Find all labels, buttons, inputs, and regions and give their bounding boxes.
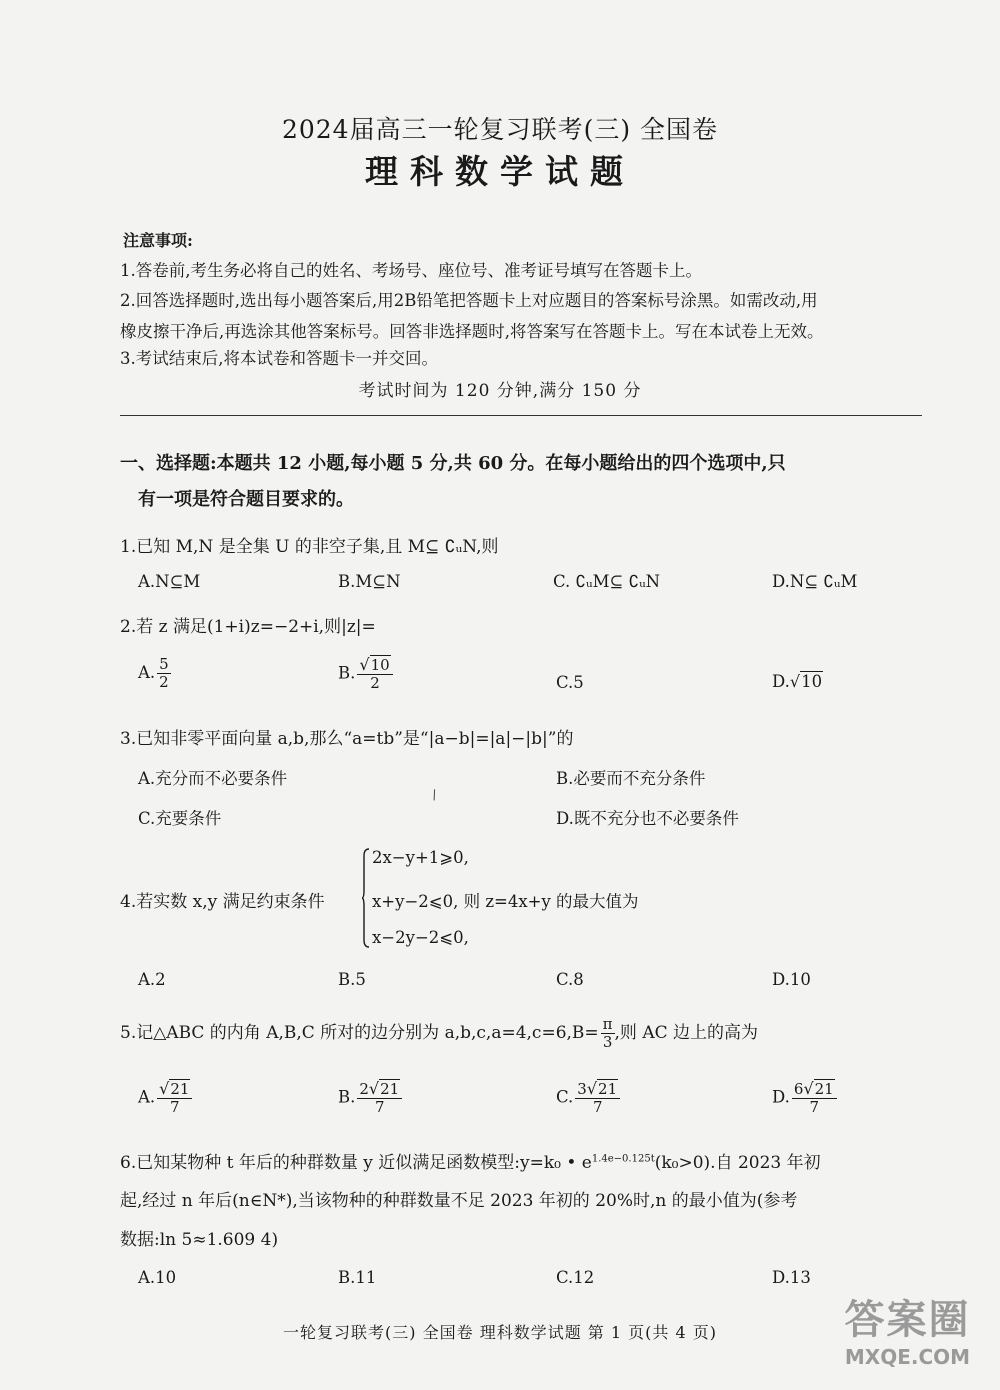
question-6-line2: 起,经过 n 年后(n∈N*),当该物种的种群数量不足 2023 年初的 20%时,n 的最小值为(参考 (120, 1191, 798, 1211)
notes-heading: 注意事项: (123, 231, 193, 250)
q6-option-c: C.12 (556, 1268, 595, 1287)
exam-title: 2024届高三一轮复习联考(三) 全国卷 (281, 115, 719, 144)
option-label: D. (772, 1087, 790, 1107)
numerator: π (602, 1015, 613, 1033)
q3-option-a: A.充分而不必要条件 (138, 769, 288, 788)
fraction (792, 1080, 837, 1116)
page-footer: 一轮复习联考(三) 全国卷 理科数学试题 第 1 页(共 4 页) (283, 1323, 717, 1342)
brace-symbol (362, 848, 370, 948)
q6-option-b: B.11 (338, 1268, 377, 1287)
constraint-1: 2x−y+1⩾0, (372, 848, 469, 867)
q1-option-d: D.N⊆ ∁ᵤM (772, 572, 858, 591)
question-2-stem: 2.若 z 满足(1+i)z=−2+i,则|z|= (120, 617, 376, 637)
numerator: √21 (157, 1080, 192, 1099)
section-heading-cont: 有一项是符合题目要求的。 (138, 489, 354, 510)
radicand: 10 (801, 672, 823, 691)
numerator: 2√21 (357, 1080, 402, 1099)
denominator: 3 (602, 1033, 613, 1051)
q2-option-b (338, 656, 393, 692)
question-6-line1 (120, 1148, 821, 1173)
numerator: √10 (357, 656, 392, 675)
radicand: 21 (814, 1080, 834, 1098)
constraint-2: x+y−2⩽0, 则 z=4x+y 的最大值为 (372, 892, 639, 911)
fraction (157, 1080, 192, 1116)
numerator: 5 (159, 655, 169, 673)
note-item: 3.考试结束后,将本试卷和答题卡一并交回。 (120, 349, 438, 368)
denominator: 7 (592, 1098, 603, 1116)
option-label: D. (772, 672, 790, 691)
q6-option-a: A.10 (138, 1268, 177, 1287)
question-5-stem (120, 1016, 758, 1051)
option-label: A. (138, 663, 156, 682)
fraction (157, 656, 171, 691)
option-label: C. (556, 1087, 574, 1107)
exam-subject-title: 理科数学试题 (365, 152, 635, 191)
watermark-text: 答案圈 (844, 1297, 971, 1343)
q4-option-c: C.8 (556, 970, 584, 989)
stray-mark: \ (429, 787, 439, 804)
note-item: 1.答卷前,考生务必将自己的姓名、考场号、座位号、准考证号填写在答题卡上。 (120, 261, 702, 280)
note-item: 2.回答选择题时,选出每小题答案后,用2B铅笔把答题卡上对应题目的答案标号涂黑。如需改动,用 (120, 291, 818, 310)
section-heading: 一、选择题:本题共 12 小题,每小题 5 分,共 60 分。在每小题给出的四个选项中,只 (120, 453, 786, 474)
watermark-logo (820, 1298, 995, 1384)
q4-option-d: D.10 (772, 970, 811, 989)
q5-option-c (556, 1080, 620, 1116)
q4-option-a: A.2 (138, 970, 166, 989)
question-6-text: 6.已知某物种 t 年后的种群数量 y 近似满足函数模型:y=k₀ • e (120, 1153, 592, 1173)
radicand: 21 (170, 1080, 190, 1098)
q5-option-b (338, 1080, 402, 1116)
numerator: 3√21 (575, 1080, 620, 1099)
q1-option-c: C. ∁ᵤM⊆ ∁ᵤN (553, 572, 661, 591)
q5-option-a (138, 1080, 192, 1116)
q2-option-a (138, 656, 171, 691)
denominator: 2 (159, 673, 169, 691)
q5-option-d (772, 1080, 837, 1116)
exam-time-info: 考试时间为 120 分钟,满分 150 分 (358, 381, 642, 401)
question-5-text: 5.记△ABC 的内角 A,B,C 所对的边分别为 a,b,c,a=4,c=6,B= (120, 1023, 599, 1043)
denominator: 2 (370, 674, 380, 692)
question-6-line3: 数据:ln 5≈1.609 4) (120, 1230, 279, 1250)
note-item: 橡皮擦干净后,再选涂其他答案标号。回答非选择题时,将答案写在答题卡上。写在本试卷上无效。 (120, 322, 824, 341)
q4-option-b: B.5 (338, 970, 366, 989)
q3-option-d: D.既不充分也不必要条件 (556, 809, 739, 828)
question-3-stem: 3.已知非零平面向量 a,b,那么“a=tb”是“|a−b|=|a|−|b|”的 (120, 729, 574, 749)
q1-option-b: B.M⊆N (338, 572, 401, 591)
fraction (357, 656, 392, 692)
option-label: A. (138, 1087, 156, 1107)
q3-option-b: B.必要而不充分条件 (556, 769, 706, 788)
denominator: 7 (375, 1098, 385, 1116)
coefficient: 3 (577, 1080, 587, 1098)
radicand: 10 (370, 656, 390, 674)
watermark-url: MXQE.COM (844, 1345, 971, 1369)
fraction (575, 1080, 620, 1116)
question-5-text-end: ,则 AC 边上的高为 (614, 1023, 759, 1043)
question-6-text-end: (k₀>0).自 2023 年初 (654, 1153, 821, 1173)
q6-option-d: D.13 (772, 1268, 811, 1287)
coefficient: 6 (793, 1080, 804, 1098)
radicand: 21 (598, 1080, 618, 1098)
coefficient: 2 (359, 1080, 369, 1098)
option-label: B. (338, 1087, 356, 1107)
option-label: B. (338, 663, 356, 683)
numerator: 6√21 (792, 1080, 837, 1099)
q2-option-d: D.√10 (772, 672, 823, 691)
denominator: 7 (170, 1098, 180, 1116)
radicand: 21 (380, 1080, 400, 1098)
fraction (601, 1016, 615, 1051)
q3-option-c: C.充要条件 (138, 809, 222, 828)
question-4-stem: 4.若实数 x,y 满足约束条件 (120, 892, 325, 912)
constraint-3: x−2y−2⩽0, (372, 928, 469, 947)
q1-option-a: A.N⊆M (138, 572, 201, 591)
fraction (357, 1080, 402, 1116)
divider (120, 415, 922, 416)
question-1-stem: 1.已知 M,N 是全集 U 的非空子集,且 M⊆ ∁ᵤN,则 (120, 537, 499, 557)
denominator: 7 (809, 1098, 820, 1116)
q2-option-c: C.5 (556, 673, 584, 692)
exponent: 1.4e−0.125t (591, 1153, 655, 1165)
